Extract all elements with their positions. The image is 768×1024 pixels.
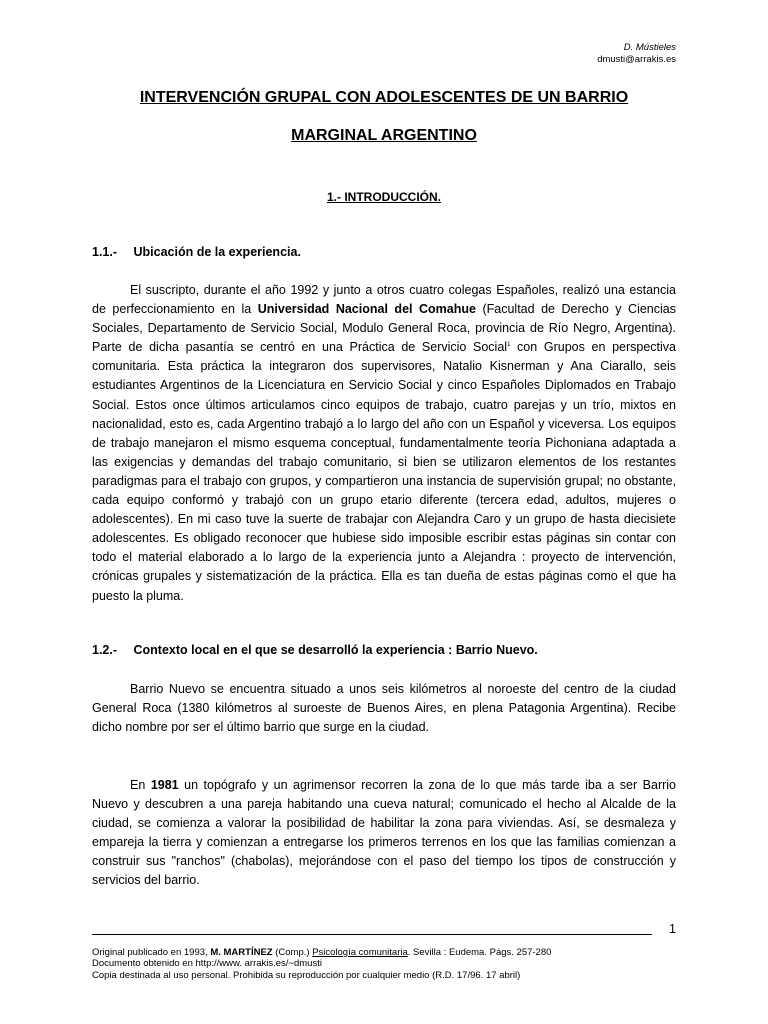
paragraph-text: En <box>130 778 151 792</box>
footnote-text: Original publicado en 1993, <box>92 947 211 958</box>
subsection-title: Contexto local en el que se desarrolló la experiencia : Barrio Nuevo. <box>133 643 538 657</box>
author-header <box>597 42 676 66</box>
author-email: dmusti@arrakis.es <box>597 54 676 65</box>
footnote-line-1 <box>92 947 692 958</box>
paragraph-ubicacion <box>92 281 676 606</box>
footnote-line-2: Documento obtenido en http://www. arrakis.es/~dmusti <box>92 958 322 970</box>
document-title-line-1: INTERVENCIÓN GRUPAL CON ADOLESCENTES DE UN BARRIO <box>139 89 629 106</box>
subsection-title: Ubicación de la experiencia. <box>133 245 301 259</box>
footnote-text: (Comp.) <box>272 947 313 958</box>
editor-name: M. MARTÍNEZ <box>210 947 273 958</box>
paragraph-text: (Facultad de Derecho y Ciencias Sociales, Departamento de Servicio Social, Modulo General Roca, provincia de Río Negro, Argentina). Parte de dicha pasantía se centró en una Práctica de Servicio Social <box>92 302 676 355</box>
footnote-block <box>92 947 692 981</box>
footnote-line-3: Copia destinada al uso personal. Prohibida su reproducción por cualquier medio (R.D. 17/96. 17 abril) <box>92 969 521 981</box>
paragraph-text: un topógrafo y un agrimensor recorren la zona de lo que más tarde iba a ser Barrio Nuevo y descubren a una pareja habitando una cueva natural; comunicado el hecho al Alcalde de la ciudad, se comienza a valorar la posibilidad de habilitar la zona para viviendas. Así, se desmaleza y empareja la tierra y comienzan a entregarse los primeros terrenos en los que las familias comienzan a construir sus "ranchos" (chabolas), mejorándose con el paso del tiempo los tipos de construcción y servicios del barrio. <box>92 778 677 888</box>
university-name: Universidad Nacional del Comahue <box>257 302 476 317</box>
paragraph-text: El suscripto, durante el año 1992 y junto a otros cuatro colegas Españoles, realizó una estancia de perfeccionamiento en la <box>92 283 676 317</box>
document-title-line-2: MARGINAL ARGENTINO <box>291 127 477 144</box>
footnote-ref: 1 <box>507 342 511 349</box>
footnote-text: . Sevilla : Eudema. Págs. 257-280 <box>407 947 552 958</box>
footnote-divider <box>92 934 652 935</box>
book-title: Psicología comunitaria <box>312 947 408 958</box>
subsection-heading-1-1 <box>92 245 676 259</box>
paragraph-historia-1981 <box>92 776 676 891</box>
year-1981: 1981 <box>150 778 179 792</box>
subsection-number: 1.2.- <box>92 643 118 657</box>
author-name: D. Mústieles <box>623 42 676 53</box>
subsection-heading-1-2 <box>92 643 676 657</box>
page-number: 1 <box>669 922 676 936</box>
paragraph-barrio-nuevo: Barrio Nuevo se encuentra situado a unos seis kilómetros al noroeste del centro de la ciudad General Roca (1380 kilómetros al suroeste de Buenos Aires, en plena Patagonia Argentina). Recibe dicho nombre por ser el último barrio que surge en la ciudad. <box>92 682 676 735</box>
paragraph-text: con Grupos en perspectiva comunitaria. Esta práctica la integraron dos supervisores, Natalio Kisnerman y Ana Ciarallo, seis estudiantes Argentinos de la Licenciatura en Servicio Social y cinco Españoles Diplomados en Trabajo Social. Estos once últimos articulamos cinco equipos de trabajo, cuatro parejas y un trío, mixtos en nacionalidad, esto es, cada Argentino trabajó a lo largo del año con un Español y viceversa. Los equipos de trabajo manejaron el mismo esquema conceptual, fundamentalmente teoría Pichoniana adaptada a las exigencias y demandas del trabajo comunitario, si bien se utilizaron elementos de los restantes paradigmas para el trabajo con grupos, y compartieron una instancia de supervisión grupal; no obstante, cada equipo conformó y trabajó con un grupo etario diferente (tercera edad, adultos, mujeres o adolescentes). En mi caso tuve la suerte de trabajar con Alejandra Caro y un grupo de hasta diecisiete adolescentes. Es obligado reconocer que hubiese sido imposible escribir estas páginas sin contar con todo el material elaborado a lo largo de la experiencia junto a Alejandra : proyecto de intervención, crónicas grupales y sistematización de la práctica. Ella es tan dueña de estas páginas como el que ha puesto la pluma. <box>92 340 676 603</box>
section-heading-introduccion: 1.- INTRODUCCIÓN. <box>327 190 441 204</box>
subsection-number: 1.1.- <box>92 245 118 259</box>
